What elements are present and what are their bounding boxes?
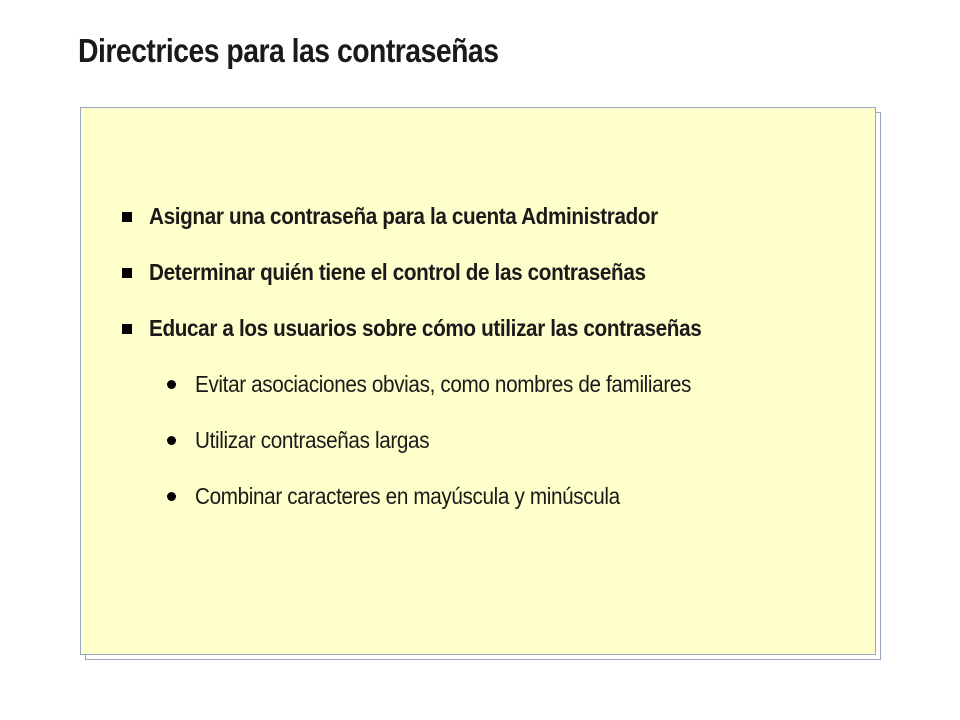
sub-bullet-item xyxy=(122,370,862,398)
sub-bullet-list xyxy=(122,370,862,510)
sub-bullet-text: Utilizar contraseñas largas xyxy=(195,427,430,453)
sub-bullet-item xyxy=(122,482,862,510)
round-bullet-icon xyxy=(167,436,176,445)
bullet-text: Asignar una contraseña para la cuenta Administrador xyxy=(149,203,658,229)
sub-bullet-text: Evitar asociaciones obvias, como nombres de familiares xyxy=(195,371,691,397)
square-bullet-icon xyxy=(122,268,132,278)
round-bullet-icon xyxy=(167,492,176,501)
content-box xyxy=(80,107,876,655)
bullet-item xyxy=(122,202,862,230)
square-bullet-icon xyxy=(122,324,132,334)
square-bullet-icon xyxy=(122,212,132,222)
bullet-text: Educar a los usuarios sobre cómo utilizar las contraseñas xyxy=(149,315,702,341)
bullet-text: Determinar quién tiene el control de las contraseñas xyxy=(149,259,646,285)
sub-bullet-text: Combinar caracteres en mayúscula y minúscula xyxy=(195,483,620,509)
slide-title: Directrices para las contraseñas xyxy=(78,32,499,69)
sub-bullet-item xyxy=(122,426,862,454)
bullet-item xyxy=(122,258,862,286)
bullet-item xyxy=(122,314,862,342)
sub-bullet-group xyxy=(122,370,862,510)
round-bullet-icon xyxy=(167,380,176,389)
bullet-list xyxy=(122,202,862,538)
